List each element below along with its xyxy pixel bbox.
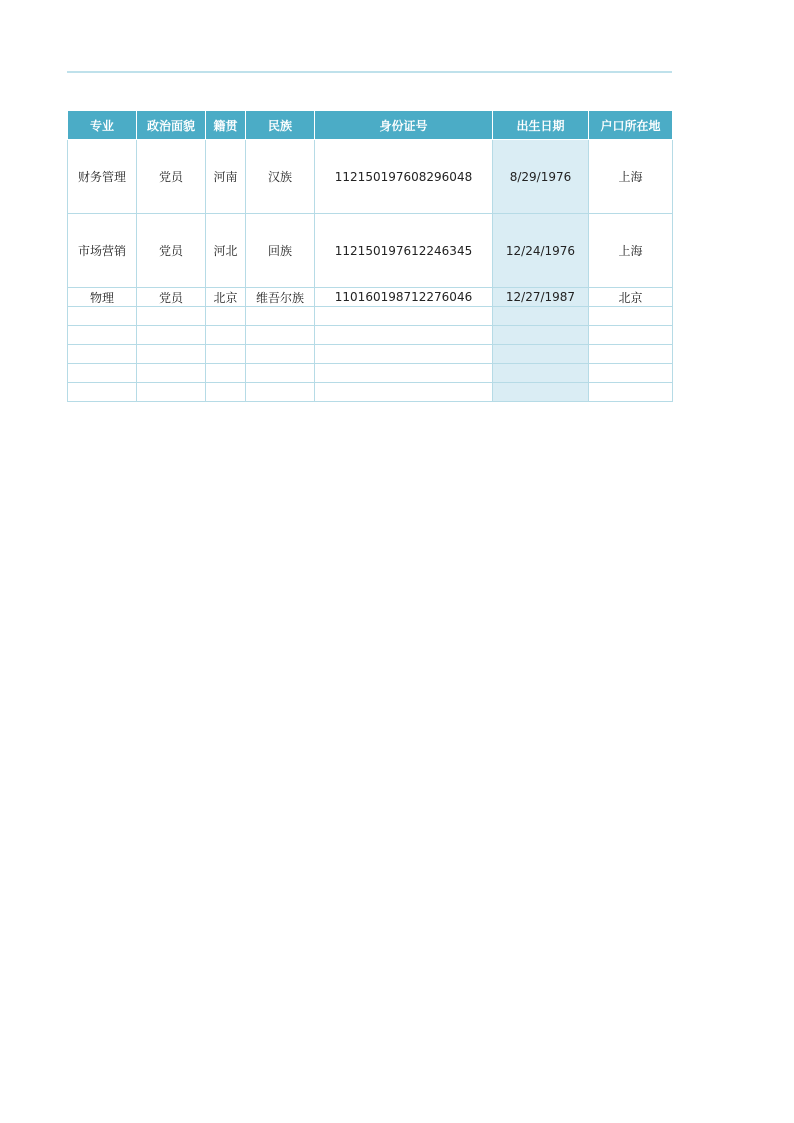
cell-ethnicity[interactable]: 汉族: [246, 140, 315, 214]
cell-id-number[interactable]: [315, 326, 493, 345]
cell-household-location[interactable]: 上海: [589, 140, 673, 214]
cell-political-status[interactable]: 党员: [137, 214, 206, 288]
cell-major[interactable]: [68, 345, 137, 364]
table-row: [68, 140, 673, 214]
cell-id-number[interactable]: [315, 383, 493, 402]
cell-major[interactable]: 市场营销: [68, 214, 137, 288]
student-info-table: [67, 110, 673, 402]
cell-household-location[interactable]: [589, 364, 673, 383]
cell-native-place[interactable]: [206, 364, 246, 383]
cell-id-number[interactable]: [315, 307, 493, 326]
cell-ethnicity[interactable]: [246, 364, 315, 383]
header-row: [68, 111, 673, 140]
cell-household-location[interactable]: [589, 345, 673, 364]
cell-household-location[interactable]: [589, 383, 673, 402]
cell-major[interactable]: 财务管理: [68, 140, 137, 214]
cell-major[interactable]: [68, 326, 137, 345]
cell-political-status[interactable]: [137, 345, 206, 364]
cell-birth-date[interactable]: [493, 383, 589, 402]
cell-major[interactable]: [68, 383, 137, 402]
cell-household-location[interactable]: [589, 326, 673, 345]
cell-major[interactable]: 物理: [68, 288, 137, 307]
header-birth-date[interactable]: 出生日期: [493, 111, 589, 140]
cell-birth-date[interactable]: [493, 307, 589, 326]
header-id-number[interactable]: 身份证号: [315, 111, 493, 140]
cell-household-location[interactable]: [589, 307, 673, 326]
table-row: [68, 214, 673, 288]
cell-native-place[interactable]: 北京: [206, 288, 246, 307]
cell-birth-date[interactable]: 12/27/1987: [493, 288, 589, 307]
header-major[interactable]: 专业: [68, 111, 137, 140]
header-native-place[interactable]: 籍贯: [206, 111, 246, 140]
cell-native-place[interactable]: [206, 383, 246, 402]
top-divider: [67, 71, 672, 73]
cell-birth-date[interactable]: 12/24/1976: [493, 214, 589, 288]
cell-political-status[interactable]: 党员: [137, 288, 206, 307]
cell-ethnicity[interactable]: 回族: [246, 214, 315, 288]
cell-political-status[interactable]: [137, 364, 206, 383]
cell-political-status[interactable]: [137, 383, 206, 402]
cell-ethnicity[interactable]: 维吾尔族: [246, 288, 315, 307]
header-household-location[interactable]: 户口所在地: [589, 111, 673, 140]
cell-id-number[interactable]: 110160198712276046: [315, 288, 493, 307]
cell-birth-date[interactable]: 8/29/1976: [493, 140, 589, 214]
cell-id-number[interactable]: [315, 364, 493, 383]
cell-id-number[interactable]: [315, 345, 493, 364]
cell-native-place[interactable]: 河南: [206, 140, 246, 214]
cell-id-number[interactable]: 112150197608296048: [315, 140, 493, 214]
table-row: [68, 307, 673, 326]
cell-native-place[interactable]: [206, 307, 246, 326]
cell-native-place[interactable]: 河北: [206, 214, 246, 288]
cell-ethnicity[interactable]: [246, 345, 315, 364]
cell-native-place[interactable]: [206, 326, 246, 345]
cell-household-location[interactable]: 北京: [589, 288, 673, 307]
cell-major[interactable]: [68, 307, 137, 326]
table-row: [68, 383, 673, 402]
header-political-status[interactable]: 政治面貌: [137, 111, 206, 140]
header-ethnicity[interactable]: 民族: [246, 111, 315, 140]
table-row: [68, 288, 673, 307]
cell-ethnicity[interactable]: [246, 326, 315, 345]
cell-id-number[interactable]: 112150197612246345: [315, 214, 493, 288]
cell-ethnicity[interactable]: [246, 307, 315, 326]
cell-birth-date[interactable]: [493, 345, 589, 364]
cell-native-place[interactable]: [206, 345, 246, 364]
cell-political-status[interactable]: [137, 326, 206, 345]
cell-household-location[interactable]: 上海: [589, 214, 673, 288]
cell-political-status[interactable]: [137, 307, 206, 326]
cell-birth-date[interactable]: [493, 364, 589, 383]
cell-birth-date[interactable]: [493, 326, 589, 345]
cell-political-status[interactable]: 党员: [137, 140, 206, 214]
cell-major[interactable]: [68, 364, 137, 383]
table-row: [68, 326, 673, 345]
cell-ethnicity[interactable]: [246, 383, 315, 402]
table-row: [68, 364, 673, 383]
table-row: [68, 345, 673, 364]
